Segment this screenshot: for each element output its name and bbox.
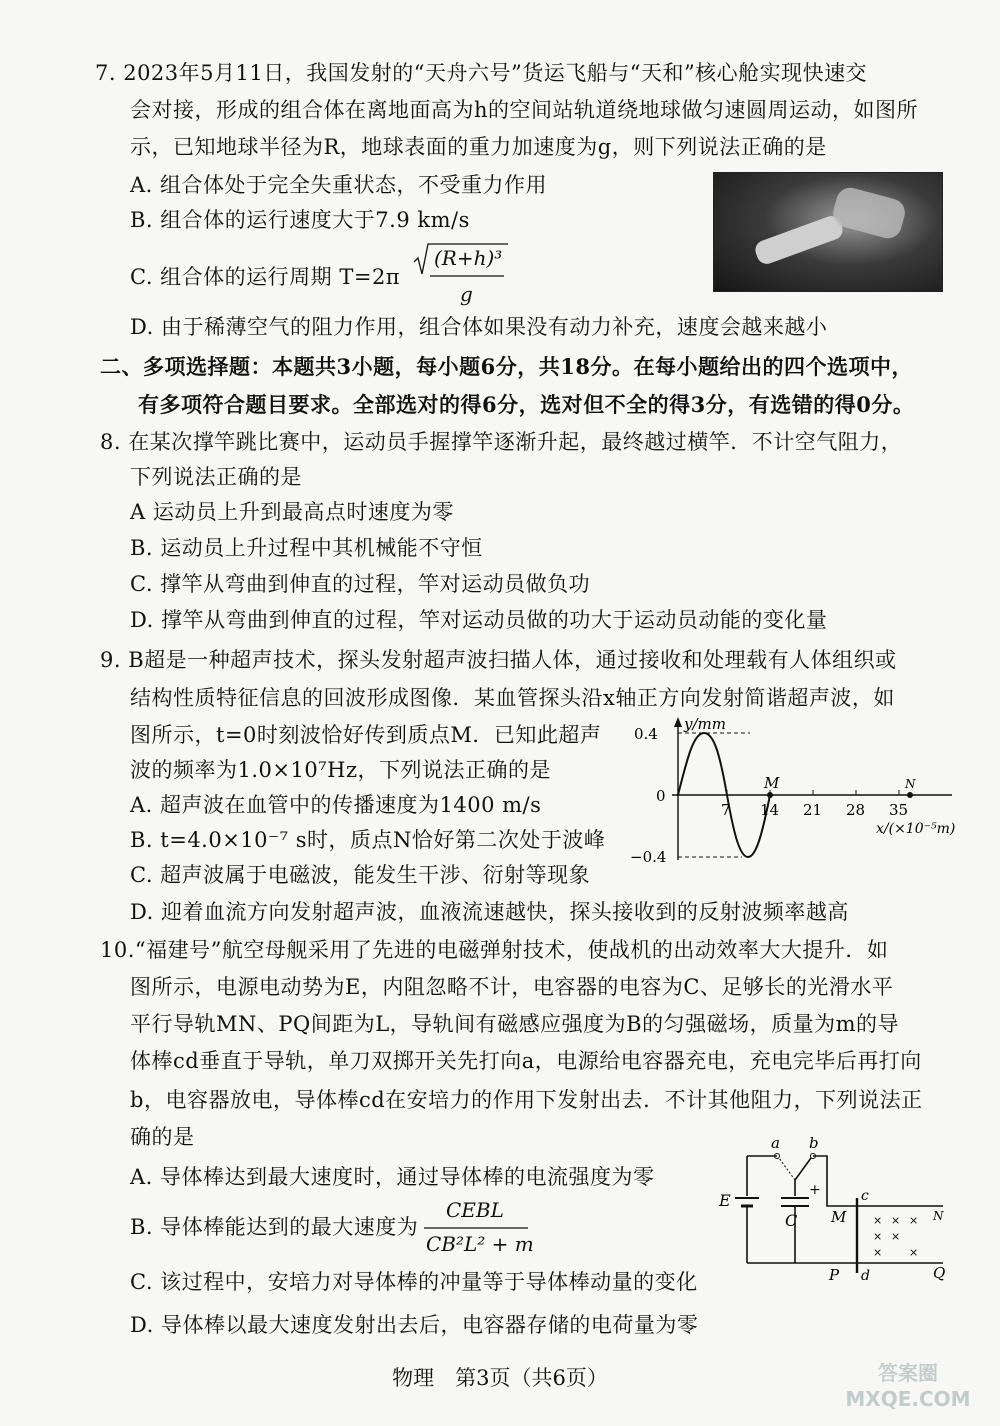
tick-label-35: 35: [889, 801, 909, 819]
q9-option-d: D. 迎着血流方向发射超声波，血液流速越快，探头接收到的反射波频率越高: [130, 900, 849, 924]
y-axis-arrow: [674, 717, 682, 727]
svg-text:×: ×: [891, 1214, 901, 1227]
q9-option-c: C. 超声波属于电磁波，能发生干涉、衍射等现象: [130, 863, 591, 887]
svg-text:×: ×: [873, 1246, 883, 1259]
label-plus: +: [809, 1182, 821, 1198]
q8-option-b: B. 运动员上升过程中其机械能不守恒: [130, 536, 483, 560]
q10-stem-line-6: 确的是: [130, 1125, 195, 1149]
q9-stem-line-4: 波的频率为1.0×10⁷Hz，下列说法正确的是: [130, 758, 552, 782]
switch-blade: [795, 1158, 811, 1180]
q9-wave-graph: [630, 715, 960, 865]
q8-option-c: C. 撑竿从弯曲到伸直的过程，竿对运动员做负功: [130, 572, 591, 596]
q10-stem-line-3: 平行导轨MN、PQ间距为L，导轨间有磁感应强度为B的匀强磁场，质量为m的导: [130, 1012, 900, 1036]
tick-label-7: 7: [721, 801, 731, 819]
q8-stem-line-2: 下列说法正确的是: [130, 465, 302, 489]
q7-option-d: D. 由于稀薄空气的阻力作用，组合体如果没有动力补充，速度会越来越小: [130, 315, 828, 339]
q9-stem-line-3: 图所示，t=0时刻波恰好传到质点M．已知此超声: [130, 723, 602, 747]
q7-period-formula: [412, 240, 512, 310]
q7-option-b: B. 组合体的运行速度大于7.9 km/s: [130, 208, 470, 232]
label-m: M: [831, 1208, 847, 1226]
tick-label-14: 14: [760, 801, 780, 819]
q7-stem-line-1: 7. 2023年5月11日，我国发射的“天舟六号”货运飞船与“天和”核心舱实现快速交: [95, 61, 868, 85]
point-n-label: N: [905, 777, 916, 791]
q10-stem-line-4: 体棒cd垂直于导轨，单刀双掷开关先打向a，电源给电容器充电，充电完毕后再打向: [130, 1049, 922, 1073]
y-zero-label: 0: [656, 787, 666, 805]
label-q: Q: [933, 1264, 946, 1282]
q7-option-a: A. 组合体处于完全失重状态，不受重力作用: [130, 173, 548, 197]
tick-label-21: 21: [803, 801, 823, 819]
svg-text:×: ×: [891, 1230, 901, 1243]
q7-formula-numerator: (R+h)³: [434, 246, 503, 270]
y-top-label: 0.4: [634, 725, 658, 743]
q10-formula-numerator: CEBL: [446, 1198, 504, 1222]
label-e: E: [719, 1191, 731, 1210]
label-capacitor-c: C: [785, 1211, 798, 1230]
section2-header-line-2: 有多项符合题目要求。全部选对的得6分，选对但不全的得3分，有选错的得0分。: [138, 392, 915, 417]
q8-option-d: D. 撑竿从弯曲到伸直的过程，竿对运动员做的功大于运动员动能的变化量: [130, 608, 828, 632]
y-bottom-label: −0.4: [630, 848, 667, 865]
q7-stem-line-3: 示，已知地球半径为R，地球表面的重力加速度为g，则下列说法正确的是: [130, 135, 827, 159]
svg-text:×: ×: [873, 1214, 883, 1227]
spacecraft-shape: [753, 213, 846, 266]
q10-stem-line-5: b，电容器放电，导体棒cd在安培力的作用下发射出去．不计其他阻力，下列说法正: [130, 1088, 923, 1112]
q7-formula-denominator: g: [460, 282, 473, 306]
wave-graph-svg: [630, 715, 960, 865]
tick-label-28: 28: [846, 801, 866, 819]
point-n-dot: [907, 792, 913, 798]
q10-stem-line-2: 图所示，电源电动势为E，内阻忽略不计，电容器的电容为C、足够长的光滑水平: [130, 975, 894, 999]
q10-formula-denominator: CB²L² + m: [426, 1232, 534, 1256]
label-a: a: [771, 1134, 780, 1152]
label-c: c: [861, 1188, 869, 1204]
label-b: b: [809, 1134, 819, 1152]
q9-stem-line-2: 结构性质特征信息的回波形成图像．某血管探头沿x轴正方向发射简谐超声波，如: [130, 686, 895, 710]
point-m-label: M: [764, 774, 780, 792]
y-axis-label: y/mm: [684, 715, 726, 733]
q8-option-a: A 运动员上升到最高点时速度为零: [130, 500, 454, 524]
page-footer: 物理 第3页（共6页）: [392, 1366, 608, 1390]
svg-text:×: ×: [909, 1246, 919, 1259]
section2-header-line-1: 二、多项选择题：本题共3小题，每小题6分，共18分。在每小题给出的四个选项中，: [100, 354, 913, 379]
q8-stem-line-1: 8. 在某次撑竿跳比赛中，运动员手握撑竿逐渐升起，最终越过横竿．不计空气阻力，: [100, 430, 903, 454]
q7-stem-line-2: 会对接，形成的组合体在离地面高为h的空间站轨道绕地球做匀速圆周运动，如图所: [130, 98, 919, 122]
q10-velocity-formula: [420, 1196, 540, 1260]
q10-option-d: D. 导体棒以最大速度发射出去后，电容器存储的电荷量为零: [130, 1313, 699, 1337]
x-axis-label: x/(×10⁻⁵m): [876, 821, 956, 837]
label-n: N: [933, 1209, 944, 1223]
watermark-logo: 答案圈 MXQE.COM: [845, 1361, 971, 1411]
q10-option-b: B. 导体棒能达到的最大速度为: [130, 1215, 419, 1239]
q10-circuit-diagram: [715, 1128, 950, 1288]
point-m-dot: [767, 792, 773, 798]
svg-text:×: ×: [909, 1214, 919, 1227]
spacecraft-photo: [713, 172, 943, 292]
q10-option-c: C. 该过程中，安培力对导体棒的冲量等于导体棒动量的变化: [130, 1270, 698, 1294]
q9-option-a: A. 超声波在血管中的传播速度为1400 m/s: [130, 793, 542, 817]
q10-option-a: A. 导体棒达到最大速度时，通过导体棒的电流强度为零: [130, 1165, 655, 1189]
q9-stem-line-1: 9. B超是一种超声技术，探头发射超声波扫描人体，通过接收和处理载有人体组织或: [100, 648, 897, 672]
q10-stem-line-1: 10.“福建号”航空母舰采用了先进的电磁弹射技术，使战机的出动效率大大提升．如: [100, 938, 889, 962]
q7-option-c: C. 组合体的运行周期 T=2π: [130, 265, 401, 289]
q9-option-b: B. t=4.0×10⁻⁷ s时，质点N恰好第二次处于波峰: [130, 828, 606, 852]
label-d: d: [861, 1268, 870, 1284]
label-p: P: [829, 1266, 840, 1284]
circuit-svg: [715, 1128, 950, 1288]
svg-text:×: ×: [873, 1230, 883, 1243]
